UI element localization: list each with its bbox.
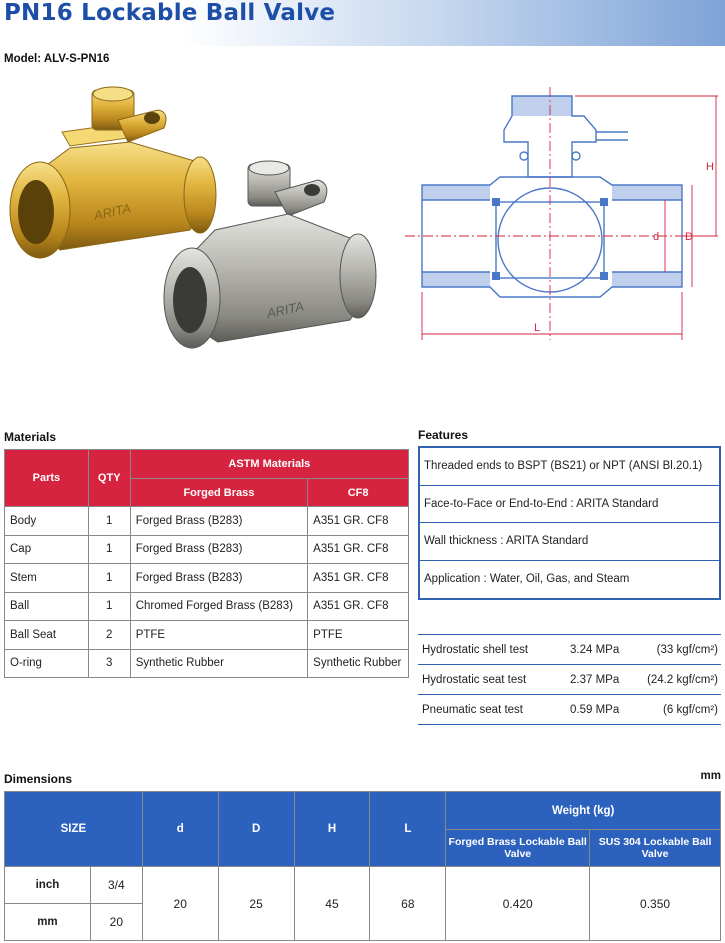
materials-header-forged-brass: Forged Brass [130, 479, 307, 507]
test-row [418, 695, 721, 725]
features-label: Features [418, 428, 469, 442]
features-box [418, 446, 721, 600]
steel-brand-mark: ARITA [265, 298, 306, 321]
test-mpa: 3.24 MPa [570, 635, 642, 665]
materials-table [4, 449, 409, 678]
materials-label: Materials [4, 430, 57, 444]
test-kgf: (24.2 kgf/cm²) [642, 665, 721, 695]
size-mm-label: mm [5, 904, 91, 941]
dim-header-size: SIZE [5, 792, 143, 867]
part-brass: Synthetic Rubber [130, 649, 307, 678]
dimensions-label: Dimensions [4, 772, 73, 786]
part-name: Body [5, 507, 89, 536]
part-qty: 1 [88, 564, 130, 593]
dim-row-inch [5, 867, 721, 904]
brass-valve [10, 87, 216, 258]
test-name: Hydrostatic shell test [418, 635, 570, 665]
feature-item: Face-to-Face or End-to-End : ARITA Standard [420, 486, 719, 524]
test-row [418, 665, 721, 695]
dim-value-l: 68 [370, 867, 446, 941]
weight-sus: 0.350 [590, 867, 721, 941]
part-cf8: Synthetic Rubber [308, 649, 409, 678]
materials-row [5, 592, 409, 621]
part-name: O-ring [5, 649, 89, 678]
test-name: Pneumatic seat test [418, 695, 570, 725]
weight-brass: 0.420 [446, 867, 590, 941]
test-mpa: 2.37 MPa [570, 665, 642, 695]
materials-header-parts: Parts [5, 450, 89, 507]
materials-row [5, 564, 409, 593]
size-inch-value: 3/4 [90, 867, 142, 904]
part-qty: 1 [88, 507, 130, 536]
part-cf8: A351 GR. CF8 [308, 592, 409, 621]
materials-row [5, 649, 409, 678]
model-label: Model: ALV-S-PN16 [4, 53, 110, 65]
dim-value-h: 45 [294, 867, 370, 941]
materials-row [5, 507, 409, 536]
dim-value-d-large: 25 [218, 867, 294, 941]
dim-header-sus: SUS 304 Lockable Ball Valve [590, 830, 721, 867]
dim-label-h: H [706, 161, 714, 173]
dim-value-d-small: 20 [142, 867, 218, 941]
part-name: Cap [5, 535, 89, 564]
part-brass: Forged Brass (B283) [130, 535, 307, 564]
test-kgf: (33 kgf/cm²) [642, 635, 721, 665]
part-brass: Forged Brass (B283) [130, 564, 307, 593]
feature-item: Application : Water, Oil, Gas, and Steam [424, 573, 630, 586]
page-title: PN16 Lockable Ball Valve [4, 0, 336, 26]
product-photo [0, 80, 385, 365]
dim-label-l: L [534, 322, 541, 334]
size-mm-value: 20 [90, 904, 142, 941]
test-name: Hydrostatic seat test [418, 665, 570, 695]
part-cf8: A351 GR. CF8 [308, 535, 409, 564]
part-name: Stem [5, 564, 89, 593]
materials-row [5, 621, 409, 650]
dim-label-d-small: d [653, 231, 660, 243]
dim-header-d-small: d [142, 792, 218, 867]
valve-drawing [400, 82, 725, 352]
part-cf8: A351 GR. CF8 [308, 507, 409, 536]
dim-header-h: H [294, 792, 370, 867]
materials-header-astm: ASTM Materials [130, 450, 408, 479]
materials-row [5, 535, 409, 564]
test-row [418, 635, 721, 665]
dimensions-table [4, 791, 721, 941]
part-qty: 1 [88, 592, 130, 621]
brass-brand-mark: ARITA [92, 200, 133, 223]
part-qty: 2 [88, 621, 130, 650]
part-name: Ball Seat [5, 621, 89, 650]
pressure-test-table [418, 634, 721, 725]
dim-label-d-large: D [685, 231, 693, 243]
materials-header-cf8: CF8 [308, 479, 409, 507]
dim-header-l: L [370, 792, 446, 867]
part-qty: 3 [88, 649, 130, 678]
part-cf8: A351 GR. CF8 [308, 564, 409, 593]
part-brass: Forged Brass (B283) [130, 507, 307, 536]
feature-item: Wall thickness : ARITA Standard [420, 523, 719, 561]
materials-header-qty: QTY [88, 450, 130, 507]
test-mpa: 0.59 MPa [570, 695, 642, 725]
dim-header-weight: Weight (kg) [446, 792, 721, 830]
size-inch-label: inch [5, 867, 91, 904]
part-brass: PTFE [130, 621, 307, 650]
part-brass: Chromed Forged Brass (B283) [130, 592, 307, 621]
dimensions-unit: mm [700, 770, 721, 782]
part-qty: 1 [88, 535, 130, 564]
part-name: Ball [5, 592, 89, 621]
test-kgf: (6 kgf/cm²) [642, 695, 721, 725]
feature-item: Threaded ends to BSPT (BS21) or NPT (ANSI Bl.20.1) [420, 448, 719, 486]
dim-header-d-large: D [218, 792, 294, 867]
part-cf8: PTFE [308, 621, 409, 650]
dim-header-brass: Forged Brass Lockable Ball Valve [446, 830, 590, 867]
